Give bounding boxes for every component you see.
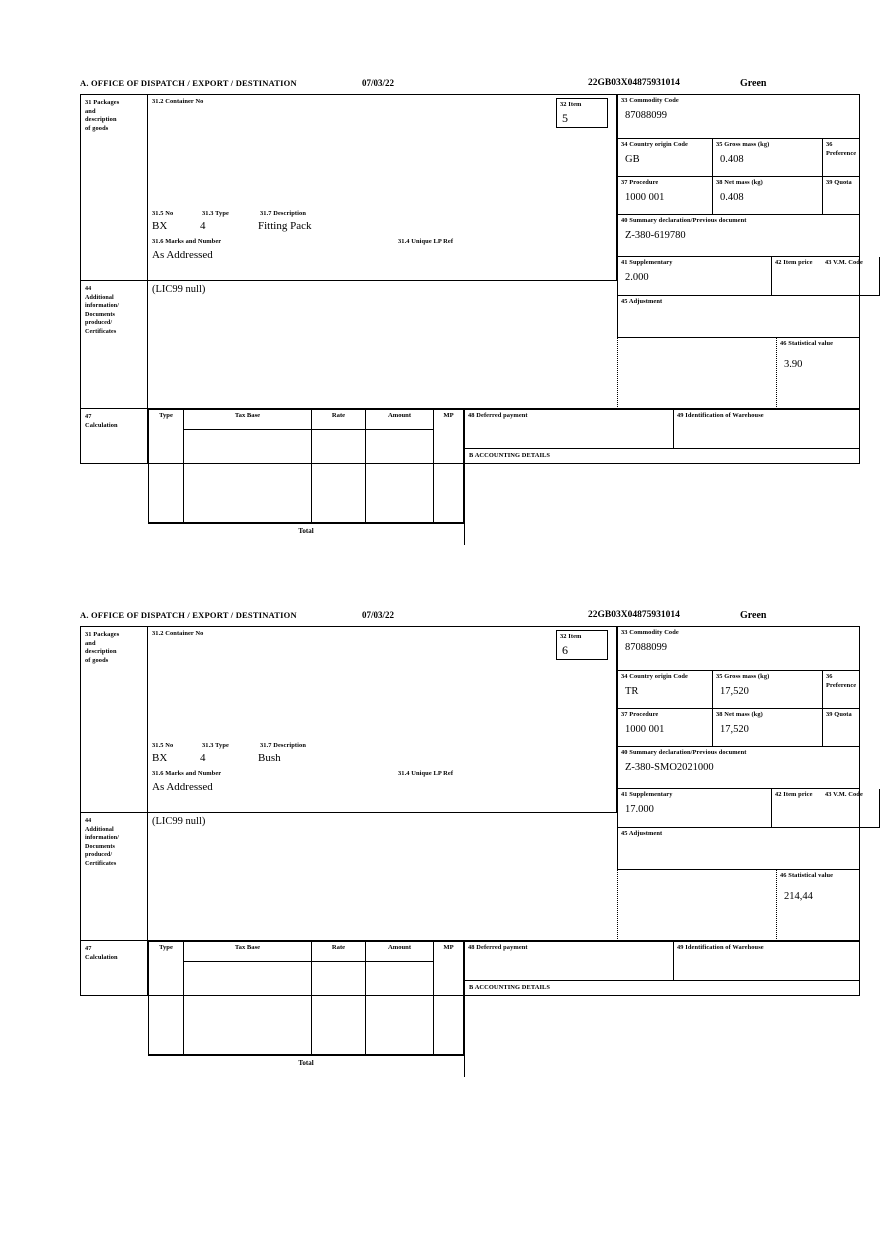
- box-38-net-mass: [713, 177, 823, 215]
- container-no-label: 31.2 Container No: [152, 98, 204, 105]
- calc-col-mp-2: [434, 941, 464, 1055]
- packages-type-label-2: 31.3 Type: [202, 742, 229, 749]
- packages-type-value-2: 4: [200, 752, 206, 764]
- calculation-grid-2: [148, 941, 464, 1081]
- box-49-value: [677, 421, 857, 425]
- box-43-vm-code-2: [825, 791, 882, 821]
- box-32-item-inner-2: [556, 630, 608, 660]
- box-32-label: 32 Item: [560, 101, 582, 108]
- marks-and-number-value-2: As Addressed: [152, 781, 213, 793]
- box-46-area-2: [617, 870, 860, 941]
- box-44-label-line-3: information/: [85, 303, 120, 309]
- packages-no-label-2: 31.5 No: [152, 742, 174, 749]
- calc-header-tax-base: Tax Base: [234, 412, 261, 419]
- box-31-goods-description: [148, 95, 548, 281]
- box-43-value-2: [825, 800, 882, 804]
- box-45-adjustment: [617, 296, 860, 338]
- box-40-previous-document: [617, 215, 860, 257]
- box-46-label-2: 46 Statistical value: [780, 872, 834, 879]
- box-36-value-2: [826, 690, 857, 694]
- box-48-label-2: 48 Deferred payment: [468, 944, 528, 951]
- box-38-label: 38 Net mass (kg): [716, 179, 763, 186]
- box-41-value: 2.000: [625, 271, 649, 283]
- box-40-value-2: Z-380-SMO2021000: [625, 761, 714, 773]
- box-47-label-2-line-1: 47: [85, 945, 92, 952]
- box-46-statistical-value-2: [777, 870, 860, 941]
- packages-description-value: Fitting Pack: [258, 220, 312, 232]
- box-44-label-line-2: Additional: [85, 294, 114, 301]
- calc-total-row: Total: [148, 523, 464, 539]
- packages-no-label: 31.5 No: [152, 210, 174, 217]
- container-no-label-2: 31.2 Container No: [152, 630, 204, 637]
- box-38-label-2: 38 Net mass (kg): [716, 711, 763, 718]
- box-32-value-2: 6: [562, 642, 568, 657]
- box-47-label-2-line-2: Calculation: [85, 953, 118, 961]
- box-32-item-inner: [556, 98, 608, 128]
- box-47-calculation: [148, 409, 464, 535]
- box-34-label-2: 34 Country origin Code: [621, 673, 688, 680]
- box-44-label-2-line-5: produced/: [85, 852, 113, 858]
- box-37-value: 1000 001: [625, 191, 665, 203]
- box-49-label-2: 49 Identification of Warehouse: [677, 944, 764, 951]
- container-no-value-2: [152, 639, 544, 653]
- marks-and-number-label-2: 31.6 Marks and Number: [152, 770, 222, 777]
- box-38-value-2: 17,520: [720, 723, 749, 735]
- movement-reference-number-2: 22GB03X04875931014: [588, 610, 680, 620]
- calc-col-rate: [312, 409, 366, 523]
- calc-row-divider: [184, 429, 312, 430]
- box-42-label: 42 Item price: [775, 259, 813, 266]
- box-39-label: 39 Quota: [826, 179, 852, 186]
- box-32-item: [548, 95, 617, 281]
- box-33-label: 33 Commodity Code: [621, 97, 679, 104]
- box-44-label: [81, 281, 148, 409]
- box-39-quota-2: [823, 709, 860, 747]
- box-39-quota: [823, 177, 860, 215]
- box-31-label-2-line-2: and: [85, 639, 96, 647]
- packages-type-value: 4: [200, 220, 206, 232]
- box-33-commodity-code: [617, 95, 860, 139]
- box-44-label-line-5: produced/: [85, 320, 113, 326]
- packages-type-label: 31.3 Type: [202, 210, 229, 217]
- box-36-label-2: 36 Preference: [826, 673, 857, 689]
- calc-col-amount: [366, 409, 434, 523]
- calc-col-rate-2: [312, 941, 366, 1055]
- box-b-value: [469, 461, 856, 465]
- box-31-label-line-4: of goods: [85, 124, 109, 132]
- box-41-supplementary: [617, 257, 772, 296]
- box-38-net-mass-2: [713, 709, 823, 747]
- calc-col-type: [148, 409, 184, 523]
- box-31-label-line-3: description: [85, 116, 117, 123]
- box-46-dotted-divider-2: [617, 870, 777, 941]
- box-34-label: 34 Country origin Code: [621, 141, 688, 148]
- box-43-value: [825, 268, 882, 272]
- container-no-value: [152, 107, 544, 121]
- box-31-label-2: [81, 627, 148, 813]
- calc-total-row-2: Total: [148, 1055, 464, 1071]
- box-33-value-2: 87088099: [625, 641, 667, 653]
- box-40-label-2: 40 Summary declaration/Previous document: [621, 749, 747, 756]
- box-35-gross-mass: [713, 139, 823, 177]
- declaration-date: 07/03/22: [362, 78, 395, 88]
- calc-row-divider-2c: [366, 961, 434, 962]
- declaration-grid: [80, 94, 863, 535]
- box-44-value: (LIC99 null): [152, 284, 206, 295]
- box-44-label-2-line-4: Documents: [85, 843, 116, 850]
- box-46-value: 3.90: [784, 358, 803, 370]
- declaration-grid-2: [80, 626, 863, 1067]
- box-34-country-origin-code-2: [617, 671, 713, 709]
- box-37-value-2: 1000 001: [625, 723, 665, 735]
- declaration-form-item-6: [80, 610, 863, 1067]
- calc-header-tax-base-2: Tax Base: [234, 944, 261, 951]
- box-47-calculation-2: [148, 941, 464, 1067]
- declaration-date-2: 07/03/22: [362, 610, 395, 620]
- box-35-label-2: 35 Gross mass (kg): [716, 673, 770, 680]
- calc-row-divider-2b: [312, 961, 366, 962]
- marks-and-number-value: As Addressed: [152, 249, 213, 261]
- box-31-label-line-2: and: [85, 107, 96, 115]
- box-34-value-2: TR: [625, 685, 639, 697]
- calc-header-type: Type: [159, 412, 173, 419]
- box-46-statistical-value: [777, 338, 860, 409]
- box-49-label: 49 Identification of Warehouse: [677, 412, 764, 419]
- box-32-item-2: [548, 627, 617, 813]
- packages-description-label-2: 31.7 Description: [260, 742, 306, 749]
- box-46-left-dotted-edge: [617, 338, 619, 409]
- box-37-procedure: [617, 177, 713, 215]
- box-41-label: 41 Supplementary: [621, 259, 673, 266]
- box-45-value-2: [621, 839, 857, 843]
- box-45-adjustment-2: [617, 828, 860, 870]
- box-40-value: Z-380-619780: [625, 229, 686, 241]
- office-of-dispatch-label-2: A. OFFICE OF DISPATCH / EXPORT / DESTINATION: [80, 610, 297, 620]
- box-47-label-line-1: 47: [85, 413, 92, 420]
- calc-row-divider-3: [366, 429, 434, 430]
- lane-status-2: Green: [740, 610, 767, 621]
- form-header-2: [80, 610, 860, 626]
- box-31-label-2-line-4: of goods: [85, 656, 109, 664]
- calc-col-tax-base: [184, 409, 312, 523]
- box-41-value-2: 17.000: [625, 803, 654, 815]
- box-31-label-2-line-1: 31 Packages: [85, 631, 120, 638]
- box-33-commodity-code-2: [617, 627, 860, 671]
- office-of-dispatch-label: A. OFFICE OF DISPATCH / EXPORT / DESTINATION: [80, 78, 297, 88]
- calc-col-amount-2: [366, 941, 434, 1055]
- box-47-label: [81, 409, 148, 464]
- box-46-left-dotted-edge-2: [617, 870, 619, 941]
- box-46-area: [617, 338, 860, 409]
- box-44-additional-information: [148, 281, 617, 409]
- box-36-preference: [823, 139, 860, 177]
- box-43-label: 43 V.M. Code: [825, 259, 863, 266]
- box-48-deferred-payment: [464, 409, 674, 449]
- box-45-label-2: 45 Adjustment: [621, 830, 663, 837]
- box-48-value-2: [468, 953, 670, 957]
- marks-and-number-label: 31.6 Marks and Number: [152, 238, 222, 245]
- packages-description-label: 31.7 Description: [260, 210, 306, 217]
- box-35-gross-mass-2: [713, 671, 823, 709]
- box-36-preference-2: [823, 671, 860, 709]
- box-42-label-2: 42 Item price: [775, 791, 813, 798]
- calculation-grid: [148, 409, 464, 549]
- box-38-value: 0.408: [720, 191, 744, 203]
- box-44-label-2-line-1: 44: [85, 818, 92, 824]
- box-35-value-2: 17,520: [720, 685, 749, 697]
- declaration-form-item-5: [80, 78, 863, 535]
- packages-no-value-2: BX: [152, 752, 168, 764]
- calc-row-divider-2a: [184, 961, 312, 962]
- calc-header-mp-2: MP: [443, 944, 454, 951]
- calc-header-rate: Rate: [331, 412, 346, 419]
- box-49-value-2: [677, 953, 857, 957]
- movement-reference-number: 22GB03X04875931014: [588, 78, 680, 88]
- form-header: [80, 78, 860, 94]
- box-45-label: 45 Adjustment: [621, 298, 663, 305]
- box-b-accounting-details: [464, 449, 860, 545]
- lane-status: Green: [740, 78, 767, 89]
- box-31-label: [81, 95, 148, 281]
- box-39-value: [826, 188, 857, 192]
- calc-col-type-2: [148, 941, 184, 1055]
- box-b-value-2: [469, 993, 856, 997]
- box-49-warehouse-identification-2: [674, 941, 860, 981]
- calc-col-tax-base-2: [184, 941, 312, 1055]
- box-41-supplementary-2: [617, 789, 772, 828]
- box-b-label: B ACCOUNTING DETAILS: [469, 452, 551, 459]
- packages-description-value-2: Bush: [258, 752, 281, 764]
- calc-header-mp: MP: [443, 412, 454, 419]
- box-44-label-2-line-6: Certificates: [85, 860, 117, 867]
- box-34-value: GB: [625, 153, 640, 165]
- box-43-label-2: 43 V.M. Code: [825, 791, 863, 798]
- box-34-country-origin-code: [617, 139, 713, 177]
- calc-header-type-2: Type: [159, 944, 173, 951]
- box-44-value-2: (LIC99 null): [152, 816, 206, 827]
- box-32-label-2: 32 Item: [560, 633, 582, 640]
- box-36-label: 36 Preference: [826, 141, 857, 157]
- box-41-label-2: 41 Supplementary: [621, 791, 673, 798]
- box-32-value: 5: [562, 110, 568, 125]
- box-37-procedure-2: [617, 709, 713, 747]
- box-b-accounting-details-2: [464, 981, 860, 1077]
- box-47-label-line-2: Calculation: [85, 421, 118, 429]
- box-44-additional-information-2: [148, 813, 617, 941]
- box-31-label-2-line-3: description: [85, 648, 117, 655]
- box-31-goods-description-2: [148, 627, 548, 813]
- calc-header-amount-2: Amount: [387, 944, 412, 951]
- calc-header-rate-2: Rate: [331, 944, 346, 951]
- box-33-label-2: 33 Commodity Code: [621, 629, 679, 636]
- box-45-value: [621, 307, 857, 311]
- box-35-label: 35 Gross mass (kg): [716, 141, 770, 148]
- box-31-label-line-1: 31 Packages: [85, 99, 120, 106]
- box-48-deferred-payment-2: [464, 941, 674, 981]
- box-36-value: [826, 158, 857, 162]
- box-46-label: 46 Statistical value: [780, 340, 834, 347]
- box-40-previous-document-2: [617, 747, 860, 789]
- calc-col-mp: [434, 409, 464, 523]
- box-39-label-2: 39 Quota: [826, 711, 852, 718]
- box-48-value: [468, 421, 670, 425]
- box-40-label: 40 Summary declaration/Previous document: [621, 217, 747, 224]
- box-44-label-line-1: 44: [85, 286, 92, 292]
- box-44-label-2-line-2: Additional: [85, 826, 114, 833]
- box-35-value: 0.408: [720, 153, 744, 165]
- box-48-label: 48 Deferred payment: [468, 412, 528, 419]
- unique-lp-ref-label: 31.4 Unique LP Ref: [398, 238, 454, 245]
- box-37-label-2: 37 Procedure: [621, 711, 659, 718]
- packages-no-value: BX: [152, 220, 168, 232]
- box-49-warehouse-identification: [674, 409, 860, 449]
- box-43-vm-code: [825, 259, 882, 289]
- box-44-label-line-6: Certificates: [85, 328, 117, 335]
- unique-lp-ref-label-2: 31.4 Unique LP Ref: [398, 770, 454, 777]
- box-44-label-2: [81, 813, 148, 941]
- box-37-label: 37 Procedure: [621, 179, 659, 186]
- box-b-label-2: B ACCOUNTING DETAILS: [469, 984, 551, 991]
- box-33-value: 87088099: [625, 109, 667, 121]
- calc-row-divider-2: [312, 429, 366, 430]
- box-47-label-2: [81, 941, 148, 996]
- box-46-value-2: 214,44: [784, 890, 813, 902]
- box-44-label-line-4: Documents: [85, 311, 116, 318]
- box-39-value-2: [826, 720, 857, 724]
- box-44-label-2-line-3: information/: [85, 835, 120, 841]
- box-46-dotted-divider: [617, 338, 777, 409]
- calc-header-amount: Amount: [387, 412, 412, 419]
